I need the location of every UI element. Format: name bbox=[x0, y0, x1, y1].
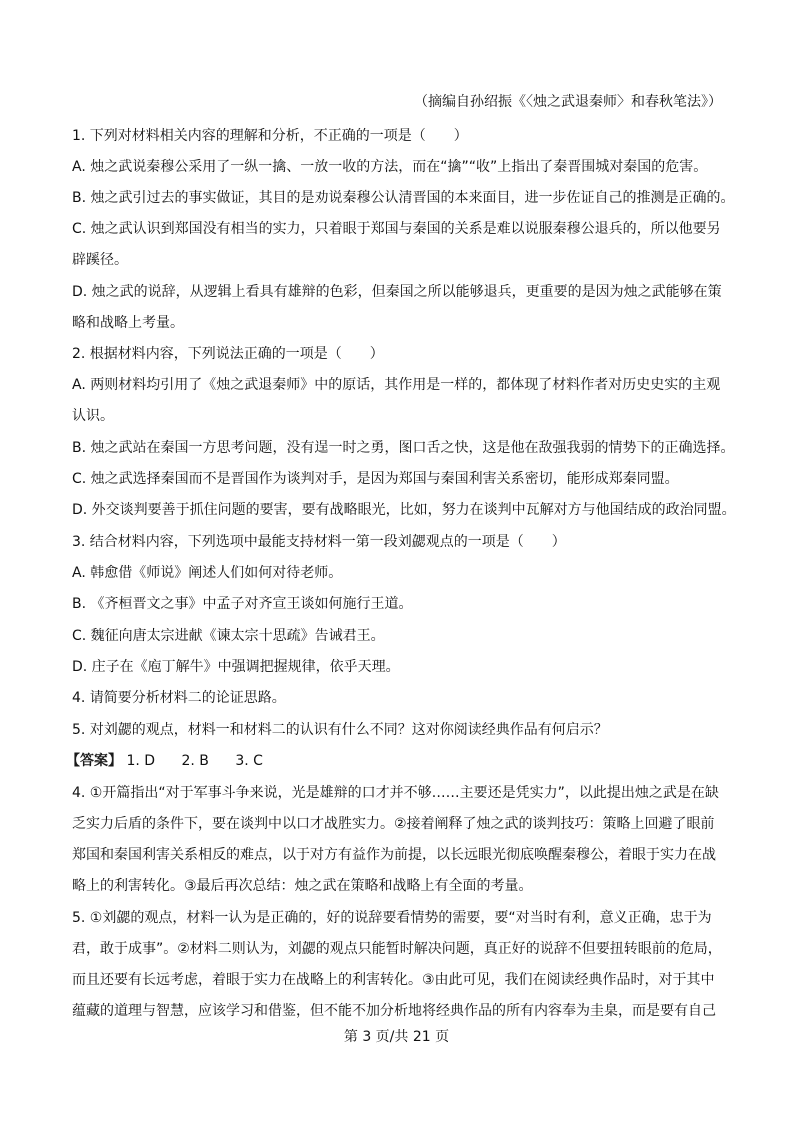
page-number: 第 3 页/共 21 页 bbox=[343, 1029, 450, 1045]
q3-option-b: B. 《齐桓晋文之事》中孟子对齐宣王谈如何施行王道。 bbox=[72, 596, 413, 612]
answer-5-line: 5. ①刘勰的观点，材料一认为是正确的，好的说辞要看情势的需要，要“对当时有利，意义正确，忠于为 bbox=[72, 910, 712, 926]
answer-5-line: 而且还要有长远考虑，着眼于实力在战略上的利害转化。③由此可见，我们在阅读经典作品时，对于其中 bbox=[72, 972, 715, 988]
answer-4-line: 乏实力后盾的条件下，要在谈判中以口才战胜实力。②接着阐释了烛之武的谈判技巧：策略上回避了眼前 bbox=[72, 816, 715, 832]
source-citation: （摘编自孙绍振《〈烛之武退秦师〉和春秋笔法》） bbox=[414, 94, 722, 110]
q3-option-a: A. 韩愈借《师说》阐述人们如何对待老师。 bbox=[72, 565, 343, 581]
question-3-stem: 3. 结合材料内容，下列选项中最能支持材料一第一段刘勰观点的一项是（ ） bbox=[72, 534, 566, 550]
answer-tag: 【答案】 bbox=[66, 753, 122, 769]
q2-option-d: D. 外交谈判要善于抓住问题的要害，要有战略眼光，比如，努力在谈判中瓦解对方与他国结成的政治同盟。 bbox=[72, 502, 736, 518]
answer-item: 1. D bbox=[126, 753, 156, 769]
q1-option-c: C. 烛之武认识到郑国没有相当的实力，只着眼于郑国与秦国的关系是难以说服秦穆公退兵的，所以他要另 bbox=[72, 221, 721, 237]
q2-option-a: A. 两则材料均引用了《烛之武退秦师》中的原话，其作用是一样的，都体现了材料作者对历史史实的主观 bbox=[72, 377, 721, 393]
answer-5-line: 君，敢于成事”。②材料二则认为，刘勰的观点只能暂时解决问题，真正好的说辞不但要扭转眼前的危局， bbox=[72, 941, 722, 957]
answer-item: 2. B bbox=[181, 753, 209, 769]
q1-option-b: B. 烛之武引过去的事实做证，其目的是劝说秦穆公认清晋国的本来面目，进一步佐证自己的推测是正确的。 bbox=[72, 190, 735, 206]
q1-option-a: A. 烛之武说秦穆公采用了一纵一擒、一放一收的方法，而在“擒”“收”上指出了秦晋围城对秦国的危害。 bbox=[72, 159, 708, 175]
q2-option-a-cont: 认识。 bbox=[72, 408, 114, 424]
answer-line bbox=[66, 751, 285, 771]
answer-4-line: 略上的利害转化。③最后再次总结：烛之武在策略和战略上有全面的考量。 bbox=[72, 878, 533, 894]
question-5: 5. 对刘勰的观点，材料一和材料二的认识有什么不同？这对你阅读经典作品有何启示？ bbox=[72, 722, 608, 738]
q1-option-d-cont: 略和战略上考量。 bbox=[72, 315, 184, 331]
q1-option-d: D. 烛之武的说辞，从逻辑上看具有雄辩的色彩，但秦国之所以能够退兵，更重要的是因为烛之武能够在策 bbox=[72, 284, 722, 300]
q3-option-c: C. 魏征向唐太宗进献《谏太宗十思疏》告诫君王。 bbox=[72, 628, 385, 644]
q1-option-c-cont: 辟蹊径。 bbox=[72, 252, 128, 268]
q2-option-b: B. 烛之武站在秦国一方思考问题，没有逞一时之勇，图口舌之快，这是他在敌强我弱的情势下的正确选择。 bbox=[72, 440, 735, 456]
answer-4-line: 郑国和秦国利害关系相反的难点，以于对方有益作为前提，以长远眼光彻底唤醒秦穆公，着眼于实力在战 bbox=[72, 847, 716, 863]
answer-4-line: 4. ①开篇指出“对于军事斗争来说，光是雄辩的口才并不够……主要还是凭实力”，以此提出烛之武是在缺 bbox=[72, 785, 719, 801]
answer-item: 3. C bbox=[235, 753, 263, 769]
question-2-stem: 2. 根据材料内容，下列说法正确的一项是（ ） bbox=[72, 346, 384, 362]
question-4: 4. 请简要分析材料二的论证思路。 bbox=[72, 690, 286, 706]
question-1-stem: 1. 下列对材料相关内容的理解和分析，不正确的一项是（ ） bbox=[72, 128, 468, 144]
q3-option-d: D. 庄子在《庖丁解牛》中强调把握规律，依乎天理。 bbox=[72, 659, 400, 675]
q2-option-c: C. 烛之武选择秦国而不是晋国作为谈判对手，是因为郑国与秦国利害关系密切，能形成郑秦同盟。 bbox=[72, 471, 679, 487]
answer-5-line: 蕴藏的道理与智慧，应该学习和借鉴，但不能不加分析地将经典作品的所有内容奉为圭臬，而是要有自己 bbox=[72, 1003, 716, 1019]
